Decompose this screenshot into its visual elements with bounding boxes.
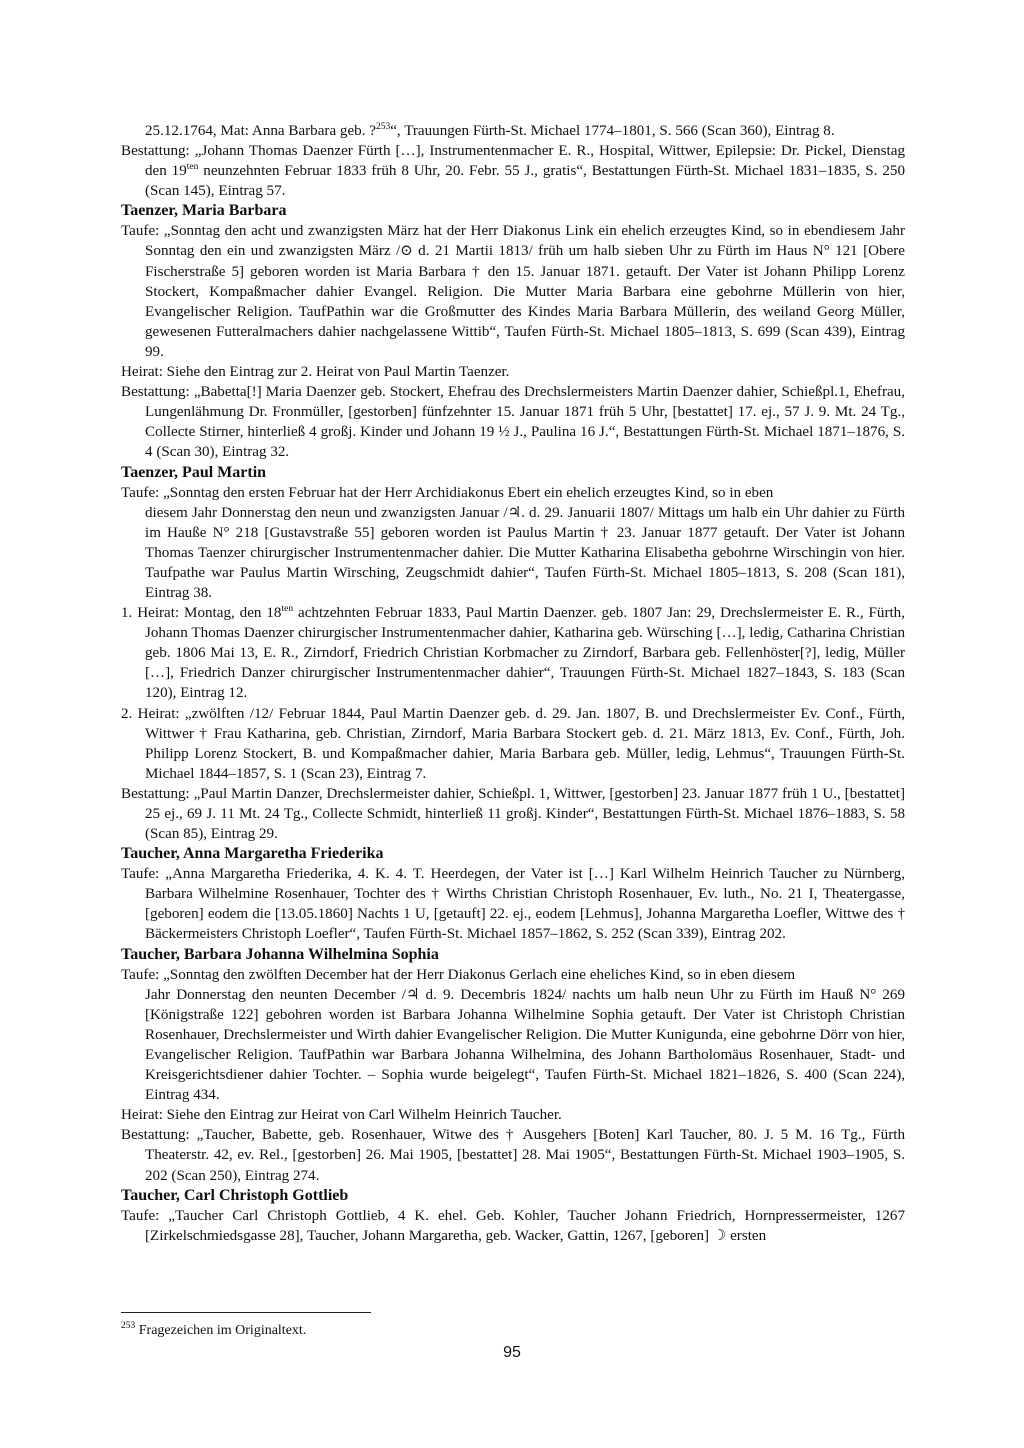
footnote [121, 1322, 905, 1340]
paragraph-baptism: Taufe: „Anna Margaretha Friederika, 4. K. 4. T. Heerdegen, der Vater ist […] Karl Wilhelm Heinrich Taucher zu Nürnberg, Barbara Wilhelmine Rosenhauer, Tochter des † Wirths Christian Christoph Rosenhauer, Ev. luth., No. 21 I, Theatergasse, [geboren] eodem die [13.05.1860] Nachts 1 U, [getauft] 22. ej., eodem [Lehmus], Johanna Margaretha Loefler, Wittwe des † Bäckermeisters Christoph Loefler“, Taufen Fürth-St. Michael 1857–1862, S. 252 (Scan 339), Eintrag 202. [121, 866, 905, 943]
paragraph-first-marriage [121, 603, 905, 703]
footnote-number: 253 [121, 1321, 136, 1331]
paragraph-baptism-first-line: Taufe: „Sonntag den zwölften December hat der Herr Diakonus Gerlach eine eheliches Kind, so in eben diesem [121, 966, 796, 983]
paragraph-marriage: Heirat: Siehe den Eintrag zur 2. Heirat von Paul Martin Taenzer. [121, 364, 510, 381]
paragraph-baptism-first-line: Taufe: „Sonntag den ersten Februar hat der Herr Archidiakonus Ebert ein ehelich erzeugtes Kind, so in eben [121, 484, 774, 501]
text-run: neunzehnten Februar 1833 früh 8 Uhr, 20. Febr. 55 J., gratis“, Bestattungen Fürth-St. Michael 1831–1835, S. 250 (Scan 145), Eintrag 57. [145, 163, 905, 200]
footnote-ref[interactable]: 253 [375, 122, 391, 132]
entry-heading: Taucher, Carl Christoph Gottlieb [121, 1186, 349, 1204]
paragraph-burial: Bestattung: „Babetta[!] Maria Daenzer geb. Stockert, Ehefrau des Drechslermeisters Martin Daenzer dahier, Schießpl.1, Ehefrau, Lungenlähmung Dr. Fronmüller, [gestorben] fünfzehnter 15. Januar 1871 früh 5 Uhr, [bestattet] 17. ej., 57 J. 9. Mt. 24 Tg., Collecte Stirner, hinterließ 4 großj. Kinder und Johann 19 ½ J., Paulina 16 J.“, Bestattungen Fürth-St. Michael 1871–1876, S. 4 (Scan 30), Eintrag 32. [121, 384, 905, 461]
page-number: 95 [503, 1344, 521, 1361]
ordinal-suffix: ten [186, 162, 199, 173]
entry-heading: Taenzer, Maria Barbara [121, 202, 287, 220]
text-run: 1. Heirat: Montag, den 18 [121, 605, 282, 622]
paragraph-burial [121, 141, 905, 201]
entry-heading: Taenzer, Paul Martin [121, 463, 267, 481]
text-run: Bestattung: „Johann Thomas Daenzer Fürth […], Instrumentenmacher E. R., Hospital, Wittwer, Epilepsie: Dr. Pickel, Dienstag den 19 [121, 143, 905, 180]
footnote-separator [121, 1312, 371, 1313]
ordinal-suffix: ten [281, 604, 294, 615]
paragraph-baptism-continued: Jahr Donnerstag den neunten December /♃ d. 9. Decembris 1824/ nachts um halb neun Uhr zu Fürth im Hauß N° 269 [Königstraße 122] gebohren worden ist Barbara Johanna Wilhelmine Sophia getauft. Der Vater ist Christoph Christian Rosenhauer, Drechslermeister und Wirth dahier Evangelischer Religion. Die Mutter Kunigunda, eine gebohrne Dörr von hier, Evangelischer Religion. TaufPathin war Barbara Johanna Wilhelmina, des Johann Bartholomäus Rosenhauer, Stadt- und Kreisgerichtsdiener dahier Tochter. – Sophia wurde beigelegt“, Taufen Fürth-St. Michael 1821–1826, S. 400 (Scan 224), Eintrag 434. [145, 986, 905, 1104]
text-run: 25.12.1764, Mat: Anna Barbara geb. ? [145, 123, 376, 139]
text-run: “, Trauungen Fürth-St. Michael 1774–1801, S. 566 (Scan 360), Eintrag 8. [390, 123, 835, 139]
entry-heading: Taucher, Barbara Johanna Wilhelmina Sophia [121, 945, 439, 963]
footnote-text: Fragezeichen im Originaltext. [135, 1323, 307, 1338]
paragraph-marriage: Heirat: Siehe den Eintrag zur Heirat von Carl Wilhelm Heinrich Taucher. [121, 1107, 562, 1124]
paragraph-baptism-continued: diesem Jahr Donnerstag den neun und zwanzigsten Januar /♃. d. 29. Januarii 1807/ Mittags um halb ein Uhr dahier zu Fürth im Hauße N° 218 [Gustavstraße 55] geboren worden ist Paulus Martin † 23. Januar 1877 getauft. Der Vater ist Johann Thomas Taenzer chirurgischer Instrumentenmacher dahier. Die Mutter Katharina Elisabetha gebohrne Wirschingin von hier. Taufpathe war Paulus Martin Wirsching, Zeugschmidt dahier“, Taufen Fürth-St. Michael 1805–1813, S. 208 (Scan 181), Eintrag 38. [145, 504, 905, 601]
entry-heading: Taucher, Anna Margaretha Friederika [121, 845, 384, 863]
page-body [121, 121, 905, 1246]
text-run: achtzehnten Februar 1833, Paul Martin Daenzer. geb. 1807 Jan: 29, Drechslermeister E. R., Fürth, Johann Thomas Daenzer chirurgischer Instrumentenmacher dahier, Katharina geb. Würsching […], ledig, Catharina Christian geb. 1806 Mai 13, E. R., Zirndorf, Friedrich Christian Korbmacher zu Zirndorf, Barbara geb. Fellenhöster[?], ledig, Müller […], Friedrich Danzer chirurgischer Instrumentenmacher dahier“, Trauungen Fürth-St. Michael 1827–1843, S. 183 (Scan 120), Eintrag 12. [145, 605, 906, 702]
paragraph-burial: Bestattung: „Taucher, Babette, geb. Rosenhauer, Witwe des † Ausgehers [Boten] Karl Taucher, 80. J. 5 M. 16 Tg., Fürth Theaterstr. 42, ev. Rel., [gestorben] 26. Mai 1905, [bestattet] 28. Mai 1905“, Bestattungen Fürth-St. Michael 1903–1905, S. 202 (Scan 250), Eintrag 274. [121, 1127, 905, 1184]
paragraph-second-marriage: 2. Heirat: „zwölften /12/ Februar 1844, Paul Martin Daenzer geb. d. 29. Jan. 1807, B. und Drechslermeister Ev. Conf., Fürth, Wittwer † Frau Katharina, geb. Christian, Zirndorf, Maria Barbara Stockert geb. d. 21. März 1813, Ev. Conf., Fürth, Joh. Philipp Lorenz Stockert, B. und Kompaßmacher dahier, Maria Barbara geb. Müller, ledig, Lehmus“, Trauungen Fürth-St. Michael 1844–1857, S. 1 (Scan 23), Eintrag 7. [121, 705, 905, 782]
paragraph-baptism: Taufe: „Sonntag den acht und zwanzigsten März hat der Herr Diakonus Link ein ehelich erzeugtes Kind, so in ebendiesem Jahr Sonntag den ein und zwanzigsten März /⊙ d. 21 Martii 1813/ früh um halb sieben Uhr zu Fürth im Haus N° 121 [Obere Fischerstraße 5] geboren worden ist Maria Barbara † den 15. Januar 1871. getauft. Der Vater ist Johann Philipp Lorenz Stockert, Kompaßmacher dahier Evangel. Religion. Die Mutter Maria Barbara eine gebohrne Müllerin von hier, Evangelischer Religion. TaufPathin war die Großmutter des Kindes Maria Barbara Müllerin, des weiland Georg Müller, gewesenen Futteralmachers dahier nachgelassene Wittib“, Taufen Fürth-St. Michael 1805–1813, S. 699 (Scan 439), Eintrag 99. [121, 223, 905, 360]
paragraph-baptism: Taufe: „Taucher Carl Christoph Gottlieb, 4 K. ehel. Geb. Kohler, Taucher Johann Friedrich, Hornpressermeister, 1267 [Zirkelschmiedsgasse 28], Taucher, Johann Margaretha, geb. Wacker, Gattin, 1267, [geboren] ☽ ersten [121, 1207, 905, 1244]
paragraph-marriage-continuation [121, 121, 905, 141]
paragraph-burial: Bestattung: „Paul Martin Danzer, Drechslermeister dahier, Schießpl. 1, Wittwer, [gestorben] 23. Januar 1877 früh 1 U., [bestattet] 25 ej., 69 J. 11 Mt. 24 Tg., Collecte Schmidt, hinterließ 11 großj. Kinder“, Bestattungen Fürth-St. Michael 1876–1883, S. 58 (Scan 85), Eintrag 29. [121, 785, 905, 843]
